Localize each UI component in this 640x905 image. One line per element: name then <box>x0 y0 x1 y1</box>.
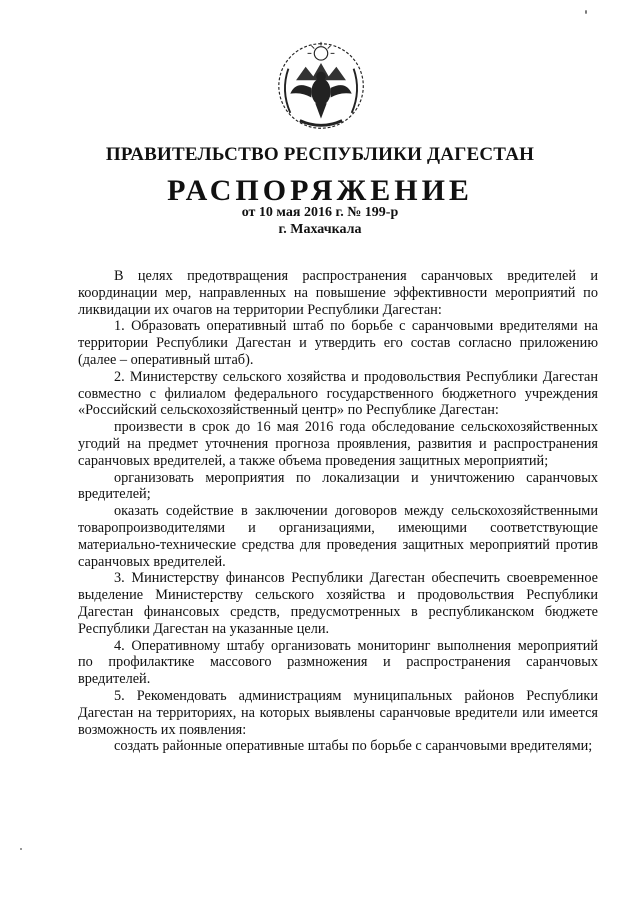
item-4-paragraph: 4. Оперативному штабу организовать мониторинг выполнения мероприятий по профилактике массового размножения и распространения саранчовых вредителей. <box>78 637 598 688</box>
government-title: ПРАВИТЕЛЬСТВО РЕСПУБЛИКИ ДАГЕСТАН <box>105 144 535 165</box>
item-1-paragraph: 1. Образовать оперативный штаб по борьбе с саранчовыми вредителями на территории Республики Дагестан и утвердить его состав согласно приложению (далее – оперативный штаб). <box>78 318 598 368</box>
document-city: г. Махачкала <box>278 222 362 237</box>
scan-speck <box>20 848 22 850</box>
item-5-subparagraph-staff: создать районные оперативные штабы по борьбе с саранчовыми вредителями; <box>114 738 593 755</box>
preamble-paragraph: В целях предотвращения распространения саранчовых вредителей и координации мер, направленных на повышение эффективности мероприятий по ликвидации их очагов на территории Республики Дагестан: <box>78 268 598 318</box>
scan-speck <box>585 10 587 14</box>
document-type-heading: РАСПОРЯЖЕНИЕ <box>167 174 473 207</box>
item-3-paragraph: 3. Министерству финансов Республики Дагестан обеспечить своевременное выделение Министерству сельского хозяйства и продовольствия Республики Дагестан финансовых средств, предусмотренных в республиканском бюджете Республики Дагестан на указанные цели. <box>78 570 598 637</box>
item-2-paragraph: 2. Министерству сельского хозяйства и продовольствия Республики Дагестан совместно с филиалом федерального государственного бюджетного учреждения «Российский сельскохозяйственный центр» по Республике Дагестан: <box>78 368 598 419</box>
coat-of-arms-icon <box>273 38 369 134</box>
item-2-subparagraph-survey: произвести в срок до 16 мая 2016 года обследование сельскохозяйственных угодий на предмет уточнения прогноза проявления, развития и распространения саранчовых вредителей, а также объема проведения защитных мероприятий; <box>78 419 598 469</box>
item-5-paragraph: 5. Рекомендовать администрациям муниципальных районов Республики Дагестан на территориях, на которых выявлены саранчовые вредители или имеется возможность их появления: <box>78 687 598 738</box>
item-2-subparagraph-contracts: оказать содействие в заключении договоров между сельскохозяйственными товаропроизводителями и организациями, имеющими соответствующие материально-технические средства для проведения защитных мероприятий против саранчовых вредителей. <box>78 503 598 570</box>
document-body <box>78 268 598 755</box>
item-2-subparagraph-organize: организовать мероприятия по локализации и уничтожению саранчовых вредителей; <box>78 469 598 503</box>
document-date-number: от 10 мая 2016 г. № 199-р <box>241 205 399 220</box>
